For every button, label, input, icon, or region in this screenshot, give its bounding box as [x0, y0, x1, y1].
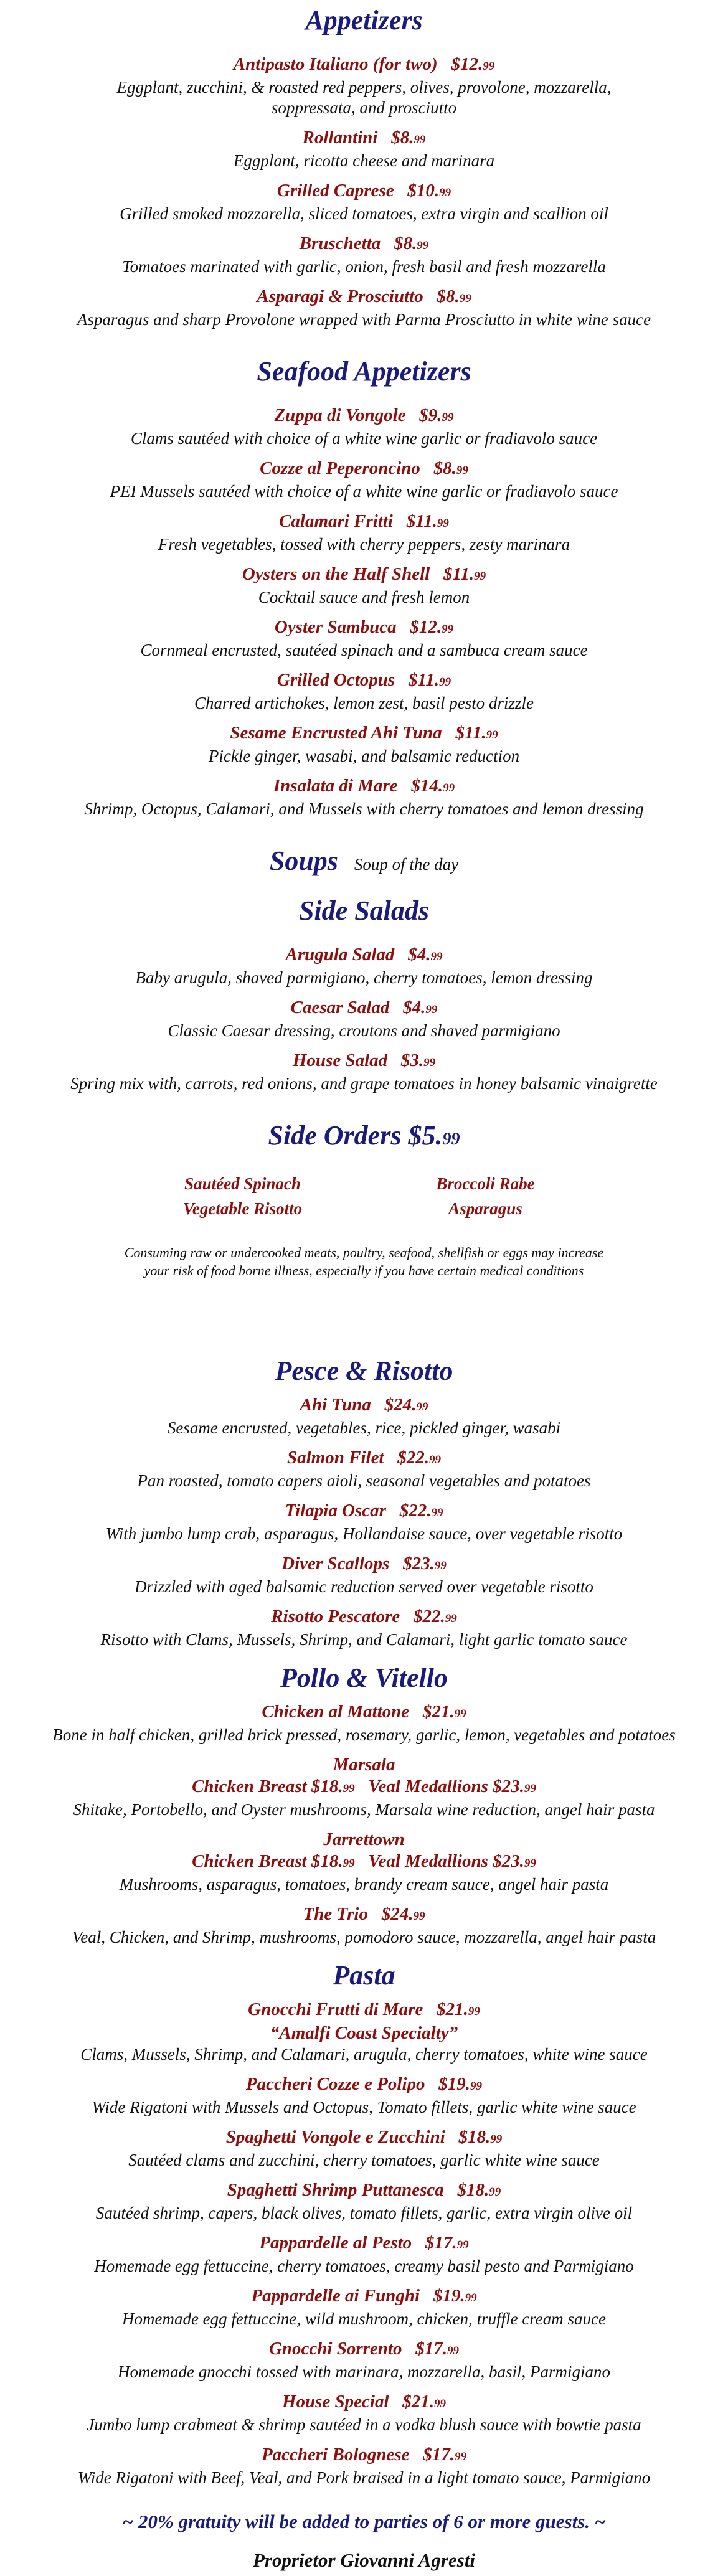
- menu-item-price: $21.: [437, 1999, 468, 2019]
- menu-footer: [0, 2509, 728, 2573]
- menu-item-price: $12.: [451, 54, 483, 74]
- menu-item-name: House Special: [281, 2392, 389, 2412]
- menu-item: [0, 1447, 728, 1491]
- menu-item-description: Classic Caesar dressing, croutons and shaved parmigiano: [168, 1021, 560, 1040]
- menu-item-price: $12.: [410, 617, 442, 637]
- menu-item-price-cents: 99: [434, 2397, 447, 2410]
- menu-item-name-line: [0, 405, 728, 428]
- menu-item-name: Arugula Salad: [285, 945, 395, 965]
- menu-item: [0, 2444, 728, 2488]
- menu-item-price-cents: 99: [439, 676, 451, 689]
- menu-item-price-cents-secondary: 99: [524, 1782, 536, 1795]
- menu-item-name: Caesar Salad: [290, 998, 390, 1017]
- menu-item-name-line: [0, 1701, 728, 1725]
- menu-item: [0, 616, 728, 661]
- menu-item-name-line: [0, 2179, 728, 2203]
- menu-item-description: Sautéed clams and zucchini, cherry tomatoes, garlic white wine sauce: [128, 2151, 600, 2169]
- disclaimer-line-2: your risk of food borne illness, especially if you have certain medical conditions: [144, 1263, 584, 1278]
- menu-item-description: Shrimp, Octopus, Calamari, and Mussels with cherry tomatoes and lemon dressing: [84, 800, 644, 818]
- soups-section: [0, 844, 728, 878]
- menu-item: [0, 1553, 728, 1597]
- menu-item-name-line: [0, 1447, 728, 1471]
- menu-item-name: Risotto Pescatore: [271, 1606, 400, 1626]
- menu-item-price: $3.: [400, 1050, 424, 1070]
- menu-item: [0, 1500, 728, 1544]
- section-title-pasta: Pasta: [333, 1960, 395, 1991]
- menu-items-list: [0, 54, 728, 330]
- menu-item: [0, 180, 728, 224]
- menu-item: [0, 2232, 728, 2276]
- menu-items-list: [0, 1701, 728, 1948]
- menu-item-name: Gnocchi Frutti di Mare: [248, 1999, 423, 2019]
- menu-item: [0, 1394, 728, 1438]
- proprietor-name: Proprietor Giovanni Agresti: [252, 2549, 476, 2571]
- menu-item-price-cents: 99: [486, 729, 498, 742]
- menu-item-name: Ahi Tuna: [300, 1395, 371, 1415]
- menu-item-name: Asparagi & Prosciutto: [257, 286, 423, 306]
- side-orders-section: [0, 1119, 728, 1220]
- menu-item: [0, 722, 728, 767]
- menu-item-price: $4.: [408, 945, 431, 965]
- menu-item-description: Jumbo lump crabmeat & shrimp sautéed in a vodka blush sauce with bowtie pasta: [87, 2415, 641, 2434]
- menu-item-name: The Trio: [303, 1904, 368, 1924]
- soups-note: Soup of the day: [354, 855, 459, 874]
- menu-item-description: Spring mix with, carrots, red onions, and grape tomatoes in honey balsamic vinaigrette: [70, 1074, 658, 1093]
- menu-item-description-continued: soppressata, and prosciutto: [271, 98, 457, 117]
- menu-item-price: $4.: [403, 998, 426, 1017]
- menu-item-name: Spaghetti Vongole e Zucchini: [225, 2127, 445, 2147]
- menu-item-price: $11.: [443, 564, 475, 584]
- menu-item-price-cents: 99: [343, 1782, 355, 1795]
- menu-item-price: $22.: [397, 1448, 429, 1468]
- menu-item-price-cents: 99: [416, 1400, 428, 1413]
- menu-item-description: Wide Rigatoni with Beef, Veal, and Pork braised in a light tomato sauce, Parmigiano: [77, 2468, 651, 2487]
- menu-item: [0, 458, 728, 502]
- menu-item-price-cents: 99: [447, 2344, 459, 2357]
- menu-item: [0, 564, 728, 608]
- menu-item-name-line: [0, 2232, 728, 2256]
- menu-item: [0, 1829, 728, 1895]
- menu-item-name-line: [0, 944, 728, 968]
- menu-item-price-cents: 99: [490, 2133, 503, 2146]
- menu-item-price-cents: 99: [470, 2080, 483, 2093]
- menu-item-description: Baby arugula, shaved parmigiano, cherry tomatoes, lemon dressing: [135, 968, 593, 987]
- menu-item-description: PEI Mussels sautéed with choice of a white wine garlic or fradiavolo sauce: [110, 482, 618, 501]
- pasta-section: [0, 1959, 728, 2488]
- menu-item-name: Paccheri Cozze e Polipo: [245, 2074, 425, 2094]
- menu-item-name-secondary: Veal Medallions $23.: [368, 1851, 524, 1871]
- menu-item-price-cents: 99: [465, 2291, 477, 2305]
- menu-item-description: Charred artichokes, lemon zest, basil pesto drizzle: [194, 694, 534, 712]
- menu-item-price: $24.: [381, 1904, 414, 1924]
- section-title-appetizers: Appetizers: [305, 5, 423, 35]
- section-title-seafood-appetizers: Seafood Appetizers: [257, 356, 471, 387]
- menu-item-description: Homemade gnocchi tossed with marinara, mozzarella, basil, Parmigiano: [118, 2362, 610, 2381]
- menu-item-name: Rollantini: [302, 128, 378, 148]
- menu-item: [0, 1754, 728, 1820]
- menu-item-description: Asparagus and sharp Provolone wrapped with Parma Prosciutto in white wine sauce: [77, 310, 651, 329]
- menu-item-name: Chicken Breast $18.: [192, 1851, 343, 1871]
- menu-item-description: Clams, Mussels, Shrimp, and Calamari, arugula, cherry tomatoes, white wine sauce: [80, 2045, 648, 2064]
- menu-item-name-line: [0, 458, 728, 481]
- menu-item-name-line: [0, 1606, 728, 1630]
- menu-item-description: Mushrooms, asparagus, tomatoes, brandy cream sauce, angel hair pasta: [119, 1875, 609, 1894]
- menu-item-name-line: [0, 775, 728, 799]
- menu-item-description: Grilled smoked mozzarella, sliced tomatoes, extra virgin and scallion oil: [120, 204, 608, 223]
- section-title-soups: Soups: [269, 846, 338, 876]
- menu-item-price-cents: 99: [429, 1453, 441, 1466]
- menu-item-description: Homemade egg fettuccine, cherry tomatoes, creamy basil pesto and Parmigiano: [94, 2257, 634, 2275]
- menu-item-name-line: [0, 127, 728, 151]
- menu-item-description: Sautéed shrimp, capers, black olives, tomato fillets, garlic, extra virgin olive oil: [95, 2204, 633, 2222]
- menu-item-price-cents: 99: [425, 1003, 438, 1016]
- pollo-vitello-section: [0, 1661, 728, 1948]
- menu-item: [0, 511, 728, 555]
- menu-item-name: Paccheri Bolognese: [261, 2445, 410, 2465]
- menu-item-name-line: [0, 616, 728, 640]
- menu-item-subtitle: “Amalfi Coast Specialty”: [270, 2023, 458, 2043]
- menu-item-name: Grilled Octopus: [277, 670, 395, 690]
- menu-item-price-cents: 99: [431, 1506, 443, 1519]
- menu-item-price: $8.: [437, 286, 460, 306]
- section-title-pesce-risotto: Pesce & Risotto: [275, 1356, 453, 1386]
- menu-item-price-cents: 99: [343, 1857, 355, 1870]
- menu-item: [0, 2285, 728, 2329]
- menu-item: [0, 1050, 728, 1094]
- menu-item-price-cents: 99: [455, 2450, 467, 2463]
- menu-item-description: Pan roasted, tomato capers aioli, seasonal vegetables and potatoes: [137, 1471, 591, 1490]
- menu-item-name-line: [0, 1553, 728, 1577]
- menu-item-name: Cozze al Peperoncino: [260, 458, 420, 478]
- menu-item-price: $22.: [414, 1606, 445, 1626]
- menu-item-name: Sesame Encrusted Ahi Tuna: [230, 723, 442, 743]
- menu-item-price-cents: 99: [468, 2005, 480, 2018]
- menu-items-list: [0, 944, 728, 1094]
- menu-item-price: $14.: [411, 776, 443, 796]
- menu-items-list: [0, 1394, 728, 1650]
- menu-item-price-cents: 99: [489, 2186, 501, 2199]
- side-orders-list: [0, 1172, 728, 1220]
- menu-item-price-cents: 99: [430, 950, 443, 963]
- disclaimer-line-1: Consuming raw or undercooked meats, poultry, seafood, shellfish or eggs may increase: [124, 1245, 604, 1260]
- menu-item-price-cents: 99: [474, 570, 486, 583]
- menu-item-name: Chicken Breast $18.: [192, 1776, 343, 1796]
- menu-item-price: $19.: [433, 2286, 465, 2306]
- side-salads-section: [0, 894, 728, 1094]
- menu-item-name: Chicken al Mattone: [262, 1702, 410, 1722]
- gratuity-notice: ~ 20% gratuity will be added to parties of 6 or more guests. ~: [122, 2511, 606, 2532]
- side-order-item: Sautéed Spinach: [184, 1174, 301, 1193]
- menu-item-price-cents: 99: [413, 1910, 425, 1923]
- menu-item: [0, 127, 728, 171]
- menu-item: [0, 54, 728, 118]
- menu-item-price: $8.: [433, 458, 456, 478]
- menu-item: [0, 2179, 728, 2224]
- menu-item-price-cents: 99: [445, 1612, 457, 1625]
- menu-item-name-secondary: Veal Medallions $23.: [368, 1776, 524, 1796]
- menu-item-price: $18.: [458, 2127, 491, 2147]
- menu-item-name: House Salad: [292, 1050, 388, 1070]
- menu-item-name-line: [0, 722, 728, 746]
- menu-items-list: [0, 405, 728, 819]
- menu-item: [0, 775, 728, 819]
- section-title-side-orders: Side Orders $5.99: [268, 1120, 460, 1151]
- menu-item-description: Clams sautéed with choice of a white wine garlic or fradiavolo sauce: [130, 429, 598, 448]
- menu-item-name: Bruschetta: [299, 234, 381, 253]
- menu-item-price-cents: 99: [423, 1056, 436, 1069]
- menu-item-price-cents: 99: [456, 464, 468, 477]
- menu-item-description: Risotto with Clams, Mussels, Shrimp, and Calamari, light garlic tomato sauce: [100, 1630, 628, 1649]
- menu-item-name-line: [0, 669, 728, 693]
- menu-item-name-line: [0, 997, 728, 1021]
- menu-item-price: $24.: [384, 1395, 417, 1415]
- menu-item-group-header: Jarrettown: [323, 1829, 405, 1849]
- menu-item: [0, 944, 728, 988]
- menu-item-name: Grilled Caprese: [277, 181, 394, 201]
- menu-item-description: Eggplant, ricotta cheese and marinara: [233, 151, 495, 170]
- side-order-item: Asparagus: [448, 1199, 522, 1218]
- menu-item-price: $21.: [422, 1702, 455, 1722]
- menu-item: [0, 1606, 728, 1650]
- menu-item-price: $9.: [419, 405, 442, 425]
- menu-item-group-header: Marsala: [333, 1755, 395, 1775]
- menu-item-price-cents: 99: [459, 292, 471, 305]
- menu-item-description: Fresh vegetables, tossed with cherry peppers, zesty marinara: [158, 535, 570, 554]
- menu-item-name: Tilapia Oscar: [285, 1501, 386, 1521]
- menu-item-name: Spaghetti Shrimp Puttanesca: [227, 2180, 444, 2200]
- menu-item-name: Zuppa di Vongole: [274, 405, 406, 425]
- menu-item-description: Veal, Chicken, and Shrimp, mushrooms, pomodoro sauce, mozzarella, angel hair pasta: [72, 1928, 656, 1946]
- menu-item-price: $11.: [455, 723, 486, 743]
- menu-item-name-line: [0, 286, 728, 309]
- menu-item-price: $17.: [415, 2339, 447, 2359]
- menu-item-price: $11.: [408, 670, 440, 690]
- section-title-side-salads: Side Salads: [298, 895, 430, 926]
- menu-item-price-cents: 99: [414, 133, 426, 146]
- food-safety-disclaimer: [0, 1243, 728, 1280]
- menu-item: [0, 1904, 728, 1948]
- menu-item-price: $8.: [391, 128, 414, 148]
- menu-item: [0, 2391, 728, 2435]
- menu-item: [0, 2126, 728, 2171]
- menu-item: [0, 669, 728, 714]
- menu-item-description: Cornmeal encrusted, sautéed spinach and a sambuca cream sauce: [140, 641, 588, 659]
- menu-item-name: Salmon Filet: [286, 1448, 384, 1468]
- menu-item: [0, 286, 728, 330]
- menu-item-name-line: [0, 1050, 728, 1073]
- menu-item-name-line: [0, 2338, 728, 2362]
- menu-item-price-cents: 99: [439, 186, 451, 199]
- menu-item-name-line: [0, 233, 728, 257]
- menu-item-description: With jumbo lump crab, asparagus, Hollandaise sauce, over vegetable risotto: [105, 1524, 623, 1543]
- menu-item-price-cents: 99: [454, 1707, 466, 1720]
- menu-item-name: Antipasto Italiano (for two): [233, 54, 438, 74]
- menu-item-price-cents: 99: [434, 1559, 447, 1572]
- menu-item-description: Eggplant, zucchini, & roasted red peppers, olives, provolone, mozzarella,: [116, 78, 612, 97]
- side-order-item: Broccoli Rabe: [436, 1174, 535, 1193]
- menu-item-description: Bone in half chicken, grilled brick pressed, rosemary, garlic, lemon, vegetables and potatoes: [52, 1725, 676, 1744]
- menu-item-name-line: [0, 1851, 728, 1874]
- menu-item: [0, 405, 728, 449]
- menu-item-price: $23.: [403, 1554, 435, 1573]
- seafood-appetizers-section: [0, 355, 728, 819]
- menu-item-price: $17.: [423, 2445, 455, 2465]
- menu-item-price: $17.: [425, 2233, 457, 2253]
- menu-item-price-cents: 99: [442, 623, 454, 636]
- menu-item-name-line: [0, 1776, 728, 1800]
- menu-item-description: Tomatoes marinated with garlic, onion, fresh basil and fresh mozzarella: [122, 257, 606, 276]
- side-order-item: Vegetable Risotto: [182, 1199, 303, 1218]
- menu-item-name-line: [0, 2444, 728, 2468]
- menu-item-name: Insalata di Mare: [273, 776, 398, 796]
- menu-item-description: Wide Rigatoni with Mussels and Octopus, Tomato fillets, garlic white wine sauce: [92, 2098, 636, 2116]
- menu-item-price: $8.: [394, 234, 417, 253]
- menu-item-description: Shitake, Portobello, and Oyster mushrooms, Marsala wine reduction, angel hair pasta: [73, 1800, 655, 1819]
- menu-items-list: [0, 1999, 728, 2488]
- menu-item-price: $18.: [457, 2180, 489, 2200]
- menu-item-name-line: [0, 54, 728, 77]
- menu-item-price-cents: 99: [442, 411, 454, 424]
- menu-item-name: Oyster Sambuca: [274, 617, 397, 637]
- menu-item-name: Calamari Fritti: [279, 511, 393, 531]
- menu-item-name-line: [0, 1394, 728, 1418]
- menu-item-description: Homemade egg fettuccine, wild mushroom, chicken, truffle cream sauce: [121, 2309, 607, 2328]
- pesce-risotto-section: [0, 1354, 728, 1650]
- menu-item-description: Pickle ginger, wasabi, and balsamic reduction: [208, 747, 520, 765]
- menu-item-name-line: [0, 2391, 728, 2415]
- menu-item-price: $19.: [438, 2074, 471, 2094]
- menu-item-price: $11.: [406, 511, 437, 531]
- menu-item-price-cents: 99: [483, 60, 495, 73]
- menu-item-price-cents: 99: [443, 781, 455, 795]
- menu-item-price-cents: 99: [417, 239, 429, 252]
- menu-item-name-line: [0, 2285, 728, 2309]
- menu-item-name-line: [0, 1500, 728, 1524]
- menu-item-price-cents-secondary: 99: [524, 1857, 536, 1870]
- menu-item-name: Diver Scallops: [281, 1554, 390, 1573]
- menu-item-price-cents: 99: [456, 2239, 469, 2252]
- menu-item-price-cents: 99: [437, 517, 449, 530]
- menu-item-price: $10.: [407, 181, 440, 201]
- menu-item-name-line: [0, 2126, 728, 2150]
- menu-item-name-line: [0, 1999, 728, 2022]
- menu-item-description: Cocktail sauce and fresh lemon: [258, 588, 470, 606]
- menu-item-description: Drizzled with aged balsamic reduction served over vegetable risotto: [135, 1577, 593, 1596]
- appetizers-section: [0, 0, 728, 330]
- menu-item: [0, 1701, 728, 1745]
- menu-item: [0, 233, 728, 277]
- menu-item-price: $21.: [402, 2392, 435, 2412]
- menu-item-name: Pappardelle ai Funghi: [251, 2286, 420, 2306]
- menu-item-name-line: [0, 180, 728, 204]
- menu-item-name: Pappardelle al Pesto: [259, 2233, 412, 2253]
- menu-item-name-line: [0, 2074, 728, 2097]
- menu-item: [0, 997, 728, 1041]
- menu-item-name-line: [0, 511, 728, 534]
- menu-item: [0, 2338, 728, 2382]
- menu-item-name: Gnocchi Sorrento: [268, 2339, 402, 2359]
- section-title-pollo-vitello: Pollo & Vitello: [280, 1663, 448, 1693]
- menu-item: [0, 1999, 728, 2065]
- menu-item-name-line: [0, 1904, 728, 1927]
- menu-item-price: $22.: [399, 1501, 432, 1521]
- menu-item-name-line: [0, 564, 728, 587]
- menu-item: [0, 2074, 728, 2118]
- menu-item-description: Sesame encrusted, vegetables, rice, pickled ginger, wasabi: [167, 1418, 561, 1437]
- menu-item-name: Oysters on the Half Shell: [242, 564, 430, 584]
